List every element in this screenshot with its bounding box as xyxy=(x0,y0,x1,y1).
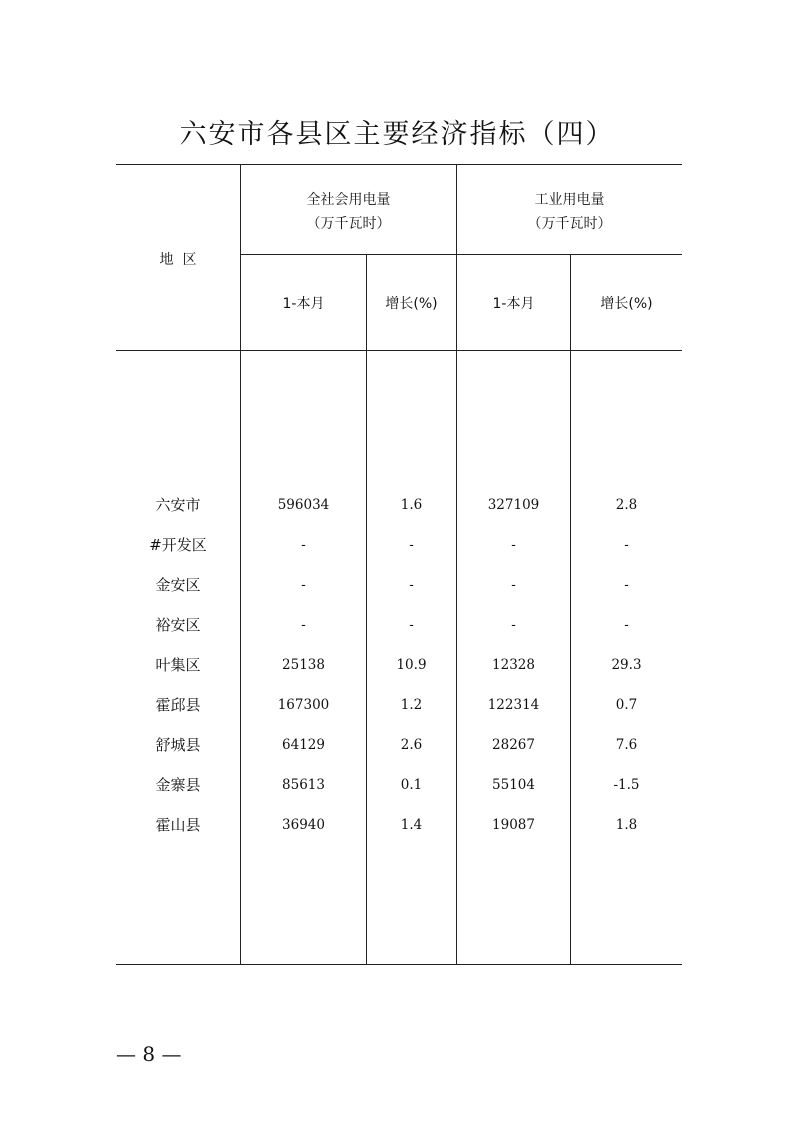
cell-industry: 19087 xyxy=(492,817,535,833)
cell-region: 霍邱县 xyxy=(155,696,201,714)
header-industry-power-unit: （万千瓦时） xyxy=(527,216,612,232)
page-title: 六安市各县区主要经济指标（四） xyxy=(179,119,615,150)
cell-industry-growth: -1.5 xyxy=(613,777,640,793)
cell-region: 裕安区 xyxy=(155,616,201,634)
header-industry-growth: 增长(%) xyxy=(600,296,653,312)
cell-industry: 327109 xyxy=(487,497,540,513)
cell-region: 金寨县 xyxy=(155,776,201,794)
cell-industry: - xyxy=(511,577,516,593)
cell-industry-growth: 2.8 xyxy=(615,497,638,513)
cell-industry: 12328 xyxy=(492,657,535,673)
cell-total: - xyxy=(301,577,306,593)
cell-total: 64129 xyxy=(282,737,325,753)
header-total-growth: 增长(%) xyxy=(385,296,438,312)
header-bottom-rule xyxy=(116,350,682,351)
col-divider-group xyxy=(456,164,457,965)
cell-industry-growth: 1.8 xyxy=(615,817,638,833)
header-total-power xyxy=(241,190,456,234)
cell-industry-growth: 0.7 xyxy=(615,697,638,713)
cell-total: 167300 xyxy=(277,697,330,713)
cell-total: 85613 xyxy=(282,777,325,793)
cell-region: 舒城县 xyxy=(155,736,201,754)
cell-industry: 122314 xyxy=(487,697,540,713)
header-total-power-unit: （万千瓦时） xyxy=(306,216,391,232)
cell-region: 金安区 xyxy=(155,576,201,594)
cell-industry-growth: - xyxy=(624,617,629,633)
cell-total-growth: 10.9 xyxy=(396,657,427,673)
cell-industry-growth: - xyxy=(624,577,629,593)
header-industry-power-title: 工业用电量 xyxy=(534,192,605,208)
cell-industry: 28267 xyxy=(492,737,535,753)
table-bottom-rule xyxy=(116,964,682,965)
header-industry-period: 1-本月 xyxy=(492,296,535,312)
cell-total-growth: - xyxy=(409,537,414,553)
cell-industry-growth: - xyxy=(624,537,629,553)
col-divider-region xyxy=(240,164,241,965)
cell-total-growth: 1.4 xyxy=(400,817,423,833)
cell-total-growth: 0.1 xyxy=(400,777,423,793)
header-total-power-title: 全社会用电量 xyxy=(306,192,391,208)
cell-region: 叶集区 xyxy=(155,656,201,674)
cell-industry: - xyxy=(511,617,516,633)
cell-region: 六安市 xyxy=(155,496,201,514)
cell-region: 霍山县 xyxy=(155,816,201,834)
table-top-rule xyxy=(116,164,682,165)
cell-total: - xyxy=(301,617,306,633)
cell-total-growth: 2.6 xyxy=(400,737,423,753)
cell-total-growth: - xyxy=(409,617,414,633)
col-divider-total-growth xyxy=(366,254,367,965)
cell-total: 36940 xyxy=(282,817,325,833)
cell-total-growth: 1.6 xyxy=(400,497,423,513)
page-number: — 8 — xyxy=(116,1042,182,1066)
header-region: 地 区 xyxy=(159,252,197,268)
col-divider-industry-growth xyxy=(570,254,571,965)
cell-total-growth: 1.2 xyxy=(400,697,423,713)
cell-industry: 55104 xyxy=(492,777,535,793)
cell-total: 25138 xyxy=(282,657,325,673)
cell-total-growth: - xyxy=(409,577,414,593)
cell-industry: - xyxy=(511,537,516,553)
cell-industry-growth: 29.3 xyxy=(611,657,642,673)
header-total-period: 1-本月 xyxy=(282,296,325,312)
cell-total: - xyxy=(301,537,306,553)
cell-total: 596034 xyxy=(277,497,330,513)
cell-region: #开发区 xyxy=(149,536,207,554)
header-industry-power xyxy=(457,190,682,234)
header-mid-rule xyxy=(241,254,682,255)
cell-industry-growth: 7.6 xyxy=(615,737,638,753)
